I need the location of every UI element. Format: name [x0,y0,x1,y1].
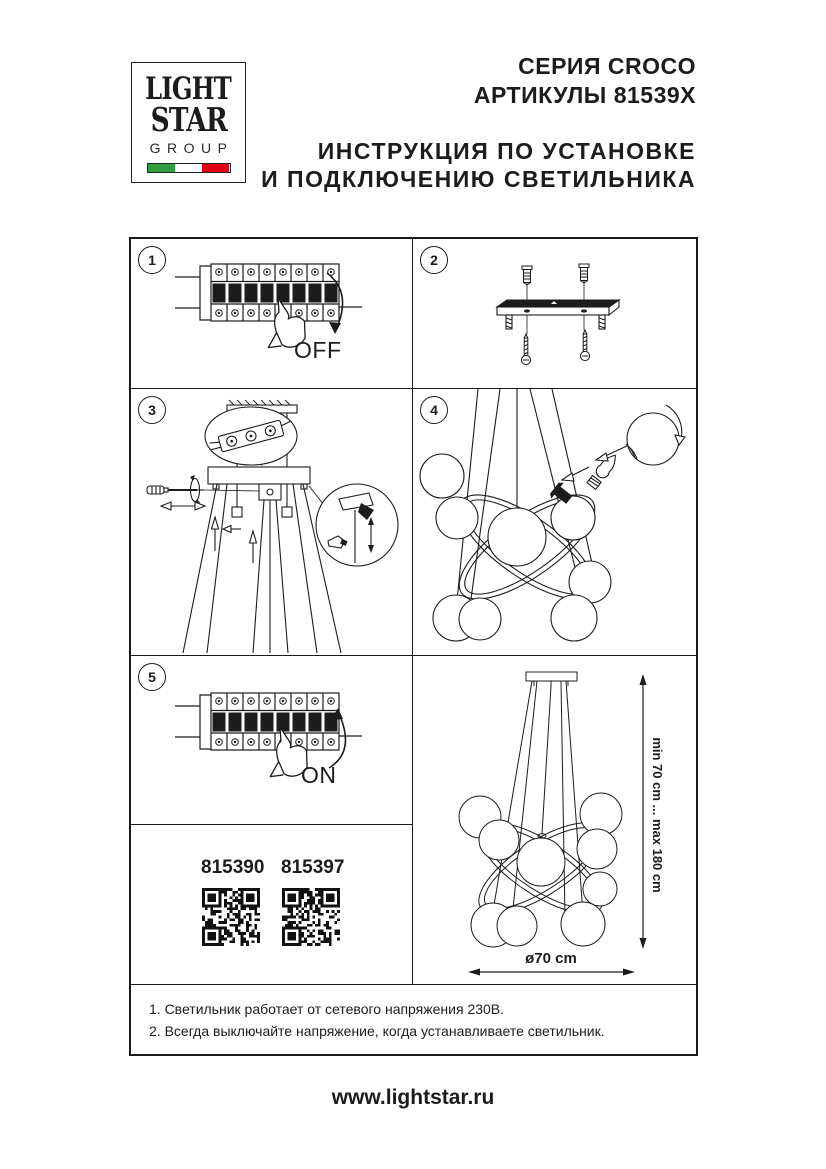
step-1-number: 1 [138,246,166,274]
lightstar-logo [131,62,246,183]
italian-flag-bar [147,163,231,173]
step-1-panel [131,239,413,389]
article-code-815390: 815390 [201,857,265,878]
step-4-number: 4 [420,396,448,424]
instruction-title-line2: И ПОДКЛЮЧЕНИЮ СВЕТИЛЬНИКА [261,166,696,192]
header-instruction-block [261,137,696,193]
instruction-table [129,237,698,1056]
step-2-number: 2 [420,246,448,274]
height-range-label: min 70 cm ... max 180 cm [650,737,665,893]
bulb-installation-diagram [413,389,696,654]
notes-panel [131,985,696,1054]
breaker-off-diagram [131,239,413,387]
qr-code-right [282,888,340,946]
website-url: www.lightstar.ru [331,1086,495,1109]
mounting-bracket-diagram [413,239,696,387]
step-3-number: 3 [138,396,166,424]
canopy-wiring-diagram [131,389,413,654]
step-5-number: 5 [138,663,166,691]
qr-panel [131,825,413,985]
article-code-815397: 815397 [281,857,345,878]
series-title: СЕРИЯ CROCO [518,53,696,79]
note-line-1: 1. Светильник работает от сетевого напряжения 230В. [149,1001,505,1017]
articles-title: АРТИКУЛЫ 81539X [473,82,696,108]
diameter-label: ø70 cm [525,950,577,967]
step-4-panel [413,389,696,656]
step-2-panel [413,239,696,389]
dimensions-panel [413,656,696,985]
qr-code-left [202,888,260,946]
logo-word-group: GROUP [149,139,234,156]
on-label: ON [301,762,337,788]
off-label: OFF [294,337,342,363]
note-line-2: 2. Всегда выключайте напряжение, когда устанавливаете светильник. [149,1023,605,1039]
logo-word-light: LIGHT [145,71,232,107]
header-series-block [474,52,696,110]
instruction-title-line1: ИНСТРУКЦИЯ ПО УСТАНОВКЕ [317,138,696,164]
logo-word-star: STAR [150,99,227,139]
step-5-panel [131,656,413,825]
step-3-panel [131,389,413,656]
breaker-on-diagram [131,656,413,823]
